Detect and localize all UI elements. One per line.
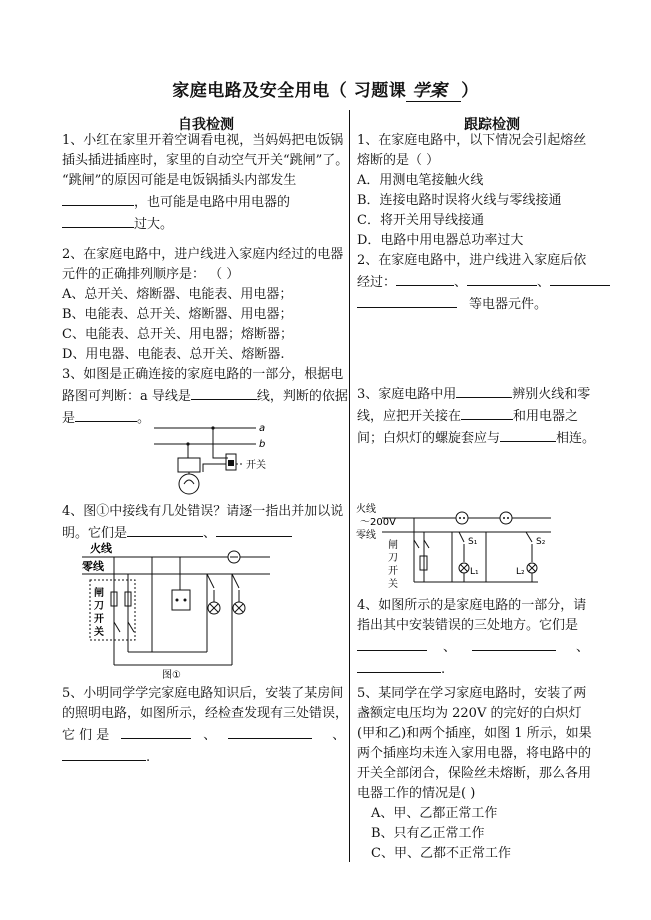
rq2-sep1: 、 <box>454 275 468 290</box>
rq3-line2b: 和用电器之 <box>513 409 579 424</box>
rq1-option-d: D．电路中用电器总功率过大 <box>357 233 524 248</box>
rq4-sep1: 、 <box>443 640 457 655</box>
lq3-line3b: 。 <box>137 411 151 426</box>
rq3-blank2[interactable] <box>461 405 513 420</box>
rq4-blank1[interactable] <box>357 636 427 651</box>
title-blank: 学案 <box>406 76 461 102</box>
fig3-switch-label: 开关 <box>246 460 266 471</box>
lq2-option-c: C、电能表、总开关、用电器；熔断器； <box>62 327 293 342</box>
rq3-line3a: 间；白炽灯的螺旋套应与 <box>357 431 501 446</box>
rq1-line2: 熔断的是（ ） <box>357 153 440 168</box>
rq2-blank4[interactable] <box>357 293 457 308</box>
lq3-line2b: 线，判断的依据 <box>256 389 348 404</box>
fig4-s2-label: S₂ <box>536 537 546 547</box>
rq2-line2a: 经过： <box>357 275 397 290</box>
lq5-line3a: 它 们 是 <box>62 728 110 743</box>
lq4-blank1[interactable] <box>127 522 203 537</box>
lq1-line1: 1、小红在家里开着空调看电视，当妈妈把电饭锅 <box>62 133 344 148</box>
rq3-blank3[interactable] <box>500 427 556 442</box>
lq5-line1: 5、小明同学学完家庭电路知识后，安装了某房间 <box>62 686 344 701</box>
lq3-blank1[interactable] <box>191 385 257 400</box>
lq2-line2: 元件的正确排列顺序是： （ ） <box>62 267 240 282</box>
fig1-knife-2: 刀 <box>94 601 104 612</box>
right-q4-circuit-figure <box>356 500 561 592</box>
right-q5 <box>357 684 592 864</box>
fig4-knife-3: 开 <box>388 566 398 577</box>
fig1-knife-3: 开 <box>94 614 104 625</box>
rq2-sep2: 、 <box>537 275 551 290</box>
rq3-line2a: 线，应把开关接在 <box>357 409 462 424</box>
lq2-option-b: B、电能表、总开关、熔断器、用电器； <box>62 307 293 322</box>
lq1-blank1[interactable] <box>62 191 134 206</box>
fig1-zero-label: 零线 <box>82 560 104 573</box>
lq5-sep1: 、 <box>203 728 217 743</box>
rq5-line2: 盏额定电压均为 220V 的完好的白炽灯 <box>357 706 582 721</box>
rq4-line2: 指出其中安装错误的三处地方。它们是 <box>357 618 579 633</box>
lq2-option-d: D、用电器、电能表、总开关、熔断器. <box>62 347 285 362</box>
lq1-line5: 过大。 <box>134 217 174 232</box>
right-q3 <box>357 383 595 449</box>
left-q5 <box>62 684 348 768</box>
rq5-option-a: A、甲、乙都正常工作 <box>371 806 498 821</box>
rq2-blank1[interactable] <box>396 271 454 286</box>
left-q4 <box>62 502 343 544</box>
fig4-s1-label: S₁ <box>468 537 478 547</box>
lq3-line1: 3、如图是正确连接的家庭电路的一部分，根据电 <box>62 367 344 382</box>
rq5-line4: 两个插座均未连入家用电器，将电路中的 <box>357 746 592 761</box>
fig4-fire-label: 火线 <box>356 504 376 515</box>
rq2-blank3[interactable] <box>550 271 610 286</box>
rq4-blank2[interactable] <box>472 636 556 651</box>
lq1-blank2[interactable] <box>62 213 134 228</box>
page-title <box>0 76 651 102</box>
lq4-blank2[interactable] <box>216 522 292 537</box>
fig4-l1-label: L₁ <box>470 567 479 577</box>
lq3-line2a: 路图可判断：a 导线是 <box>62 389 191 404</box>
fig1-fire-label: 火线 <box>90 542 112 555</box>
right-q4 <box>357 596 589 680</box>
rq4-blank3[interactable] <box>357 658 441 673</box>
lq3-blank2[interactable] <box>75 407 137 422</box>
rq5-line5: 开关全部闭合，保险丝未熔断，那么各用 <box>357 766 592 781</box>
lq2-option-a: A、总开关、熔断器、电能表、用电器； <box>62 287 293 302</box>
rq3-blank1[interactable] <box>456 383 512 398</box>
rq4-end: . <box>441 662 446 677</box>
rq3-line1b: 辨别火线和零 <box>512 387 591 402</box>
fig4-volt-label: ～200V <box>360 517 396 528</box>
fig1-caption: 图① <box>162 670 181 680</box>
right-header: 跟踪检测 <box>464 117 520 133</box>
lq4-line1: 4、图①中接线有几处错误？请逐一指出并加以说 <box>62 504 344 519</box>
title-suffix: ） <box>461 81 479 101</box>
fig1-circuit-figure <box>82 540 287 680</box>
lq2-line1: 2、在家庭电路中，进户线进入家庭内经过的电器 <box>62 247 344 262</box>
lq4-line2a: 明。它们是 <box>62 526 128 541</box>
lq5-line2: 的照明电路，如图所示，经检查发现有三处错误， <box>62 706 349 721</box>
lq1-line3: “跳闸”的原因可能是电饭锅插头内部发生 <box>62 173 297 188</box>
rq3-line3b: 相连。 <box>556 431 596 446</box>
rq2-blank2[interactable] <box>467 271 537 286</box>
lq1-line4: ，也可能是电路中用电器的 <box>134 195 291 210</box>
rq2-line3: 等电器元件。 <box>469 297 548 312</box>
lq5-blank2[interactable] <box>228 724 312 739</box>
lq5-blank3[interactable] <box>62 746 146 761</box>
lq5-sep2: 、 <box>332 728 346 743</box>
lq4-sep: 、 <box>203 526 217 541</box>
rq1-option-b: B．连接电路时误将火线与零线接通 <box>357 193 562 208</box>
rq3-line1a: 3、家庭电路中用 <box>357 387 457 402</box>
lq5-blank1[interactable] <box>121 724 191 739</box>
rq5-option-c: C、甲、乙都不正常工作 <box>371 846 511 861</box>
fig1-knife-1: 闸 <box>94 588 104 599</box>
left-header: 自我检测 <box>178 117 234 133</box>
rq1-option-c: C．将开关用导线接通 <box>357 213 484 228</box>
rq4-sep2: 、 <box>576 640 590 655</box>
fig4-zero-label: 零线 <box>356 530 376 541</box>
right-q1 <box>357 131 610 315</box>
lq1-line2: 插头插进插座时，家里的自动空气开关“跳闸”了。 <box>62 153 349 168</box>
fig4-l2-label: L₂ <box>516 567 525 577</box>
fig1-knife-4: 关 <box>94 627 104 638</box>
lq5-end: . <box>146 750 151 765</box>
rq4-line1: 4、如图所示的是家庭电路的一部分，请 <box>357 598 587 613</box>
rq1-option-a: A．用测电笔接触火线 <box>357 173 484 188</box>
fig4-knife-1: 闸 <box>388 540 398 551</box>
left-q1 <box>62 131 348 235</box>
fig4-knife-4: 关 <box>388 579 398 590</box>
rq1-line1: 1、在家庭电路中，以下情况会引起熔丝 <box>357 133 587 148</box>
column-divider <box>349 110 350 862</box>
rq2-line1: 2、在家庭电路中，进户线进入家庭后依 <box>357 253 587 268</box>
lq3-line3a: 是 <box>62 411 76 426</box>
rq5-option-b: B、只有乙正常工作 <box>371 826 485 841</box>
q3-circuit-figure <box>148 418 348 500</box>
rq5-line6: 电器工作的情况是( ) <box>357 786 476 801</box>
fig4-knife-2: 刀 <box>388 553 398 564</box>
rq5-line3: (甲和乙)和两个插座，如图 1 所示，如果 <box>357 726 592 741</box>
title-prefix: 家庭电路及安全用电（ 习题课 <box>172 81 407 101</box>
fig3-label-b: b <box>259 439 266 450</box>
rq5-line1: 5、某同学在学习家庭电路时，安装了两 <box>357 686 587 701</box>
fig3-label-a: a <box>259 423 266 434</box>
left-q2 <box>62 245 348 429</box>
